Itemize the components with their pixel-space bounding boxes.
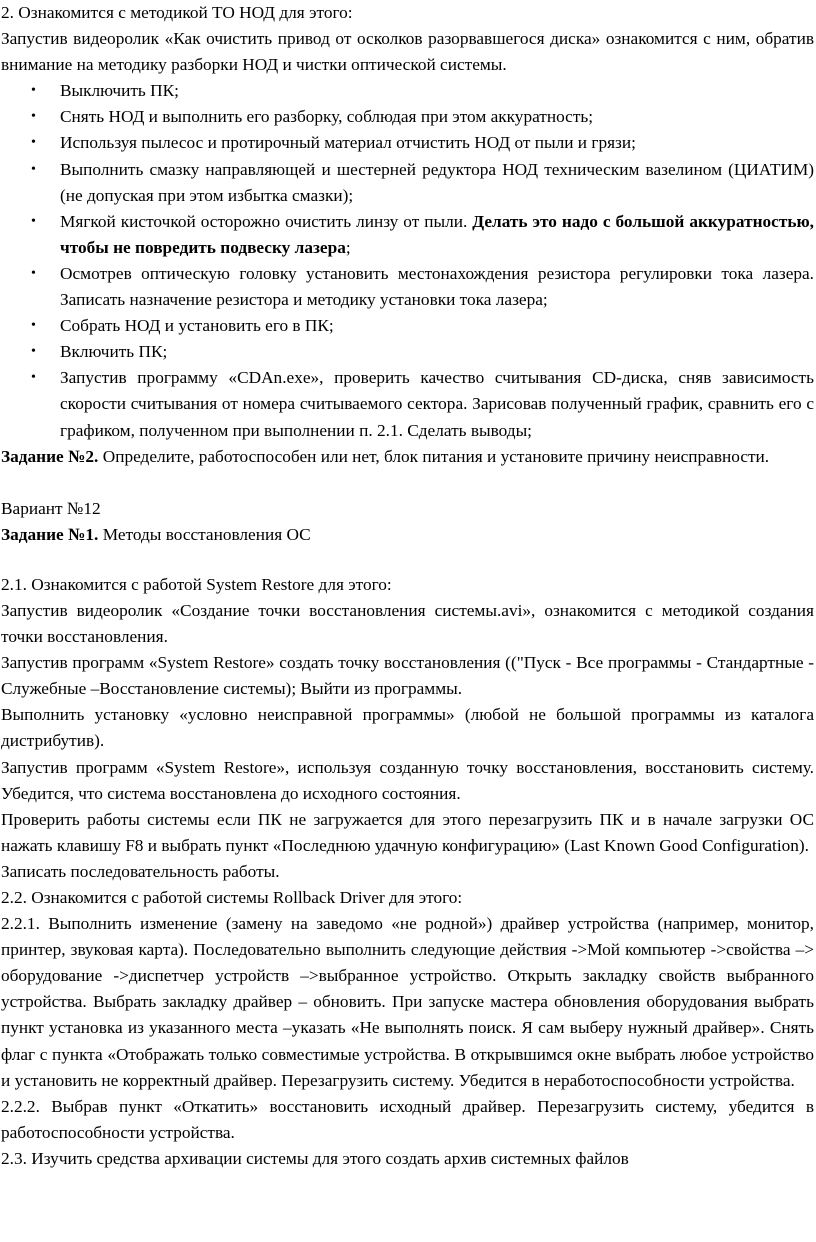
bullet-icon: •: [31, 265, 36, 281]
step-text: Используя пылесос и протирочный материал отчистить НОД от пыли и грязи;: [60, 133, 636, 153]
list-item: [1, 157, 814, 209]
bullet-icon: •: [31, 344, 36, 360]
section-2-1-paragraph: Запустив видеоролик «Создание точки восстановления системы.avi», ознакомится с методикой создания точки восстановления.: [1, 600, 814, 647]
step-text: Включить ПК;: [60, 342, 168, 362]
variant-title: Вариант №12: [1, 498, 101, 518]
variant-task-1: [1, 522, 814, 548]
section-2-1-paragraph: Проверить работы системы если ПК не загружается для этого перезагрузить ПК и в начале загрузки ОС нажать клавишу F8 и выбрать пункт «Последнюю удачную конфигурацию» (Last Known Good Configuration).: [1, 809, 814, 855]
step-text: Собрать НОД и установить его в ПК;: [60, 316, 334, 336]
section-2-1-heading: 2.1. Ознакомится с работой System Restore для этого:: [1, 574, 392, 594]
bullet-icon: •: [31, 161, 36, 177]
list-item: [1, 209, 814, 261]
section-2-1-paragraph: Выполнить установку «условно неисправной программы» (любой не большой программы из каталога дистрибутив).: [1, 705, 814, 751]
section-2-heading: 2. Ознакомится с методикой ТО НОД для этого:: [1, 3, 353, 22]
list-item: [1, 313, 814, 339]
blank-line: [1, 548, 814, 572]
list-item: [1, 339, 814, 365]
bullet-icon: •: [31, 318, 36, 334]
bullet-icon: •: [31, 83, 36, 99]
section-2-2-heading: 2.2. Ознакомится с работой системы Rollback Driver для этого:: [1, 888, 463, 907]
task-1-text: Методы восстановления ОС: [98, 524, 311, 544]
step-text: Снять НОД и выполнить его разборку, соблюдая при этом аккуратность;: [60, 107, 594, 127]
section-2-1-paragraph: Запустив программ «System Restore», используя созданную точку восстановления, восстановить систему. Убедится, что система восстановлена до исходного состояния.: [1, 757, 814, 803]
section-2-1-paragraph: Записать последовательность работы.: [1, 861, 280, 881]
blank-line: [1, 470, 814, 496]
task-2-label: Задание №2.: [1, 446, 99, 466]
bullet-icon: •: [31, 109, 36, 125]
step-tail: ;: [345, 237, 351, 257]
task-1-label: Задание №1.: [1, 524, 99, 544]
list-item: [1, 104, 814, 130]
bullet-icon: •: [31, 135, 36, 151]
step-warning: Делать это надо с большой аккуратностью, чтобы не повредить подвеску лазера: [60, 211, 814, 257]
list-item: [1, 78, 814, 104]
step-text: Запустив программу «CDAn.exe», проверить качество считывания CD-диска, сняв зависимость скорости считывания от номера считываемого сектора. Зарисовав полученный график, сравнить его с графиком, полученном при выполнении п. 2.1. Сделать выводы;: [60, 368, 814, 440]
section-2-2-2-paragraph: 2.2.2. Выбрав пункт «Откатить» восстановить исходный драйвер. Перезагрузить систему, убедится в работоспособности устройства.: [1, 1096, 814, 1142]
list-item: [1, 130, 814, 156]
bullet-icon: •: [31, 213, 36, 229]
list-item: [1, 261, 814, 313]
section-2-intro: Запустив видеоролик «Как очистить привод от осколков разорвавшегося диска» ознакомится с ним, обратив внимание на методику разборки НОД и чистки оптической системы.: [1, 29, 814, 75]
step-text: Мягкой кисточкой осторожно очистить линзу от пыли.: [60, 211, 473, 231]
step-text: Осмотрев оптическую головку установить местонахождения резистора регулировки тока лазера. Записать назначение резистора и методику установки тока лазера;: [60, 263, 814, 310]
step-text: Выключить ПК;: [60, 81, 179, 101]
task-2-text: Определите, работоспособен или нет, блок питания и установите причину неисправности.: [98, 446, 770, 466]
task-2-paragraph: [1, 444, 814, 470]
list-item: [1, 365, 814, 443]
section-2-1-paragraph: Запустив программ «System Restore» создать точку восстановления (("Пуск - Все программы - Стандартные - Служебные –Восстановление системы); Выйти из программы.: [1, 653, 814, 699]
section-2-3-heading: 2.3. Изучить средства архивации системы для этого создать архив системных файлов: [1, 1148, 629, 1168]
bullet-icon: •: [31, 370, 36, 386]
maintenance-steps-list: [1, 78, 814, 443]
step-text: Выполнить смазку направляющей и шестерней редуктора НОД техническим вазелином (ЦИАТИМ) (не допуская при этом избытка смазки);: [60, 159, 814, 205]
section-2-2-1-paragraph: 2.2.1. Выполнить изменение (замену на заведомо «не родной») драйвер устройства (например, монитор, принтер, звуковая карта). Последовательно выполнить следующие действия ->Мой компьютер ->свойства –> оборудование ->диспетчер устройств –>выбранное устройство. Открыть закладку свойств выбранного устройства. Выбрать закладку драйвер – обновить. При запуске мастера обновления оборудования выбрать пункт установка из указанного места –указать «Не выполнять поиск. Я сам выберу нужный драйвер». Снять флаг с пункта «Отображать только совместимые устройства. В открывшимся окне выбрать любое устройство и установить не корректный драйвер. Перезагрузить систему. Убедится в неработоспособности устройства.: [1, 914, 814, 1090]
